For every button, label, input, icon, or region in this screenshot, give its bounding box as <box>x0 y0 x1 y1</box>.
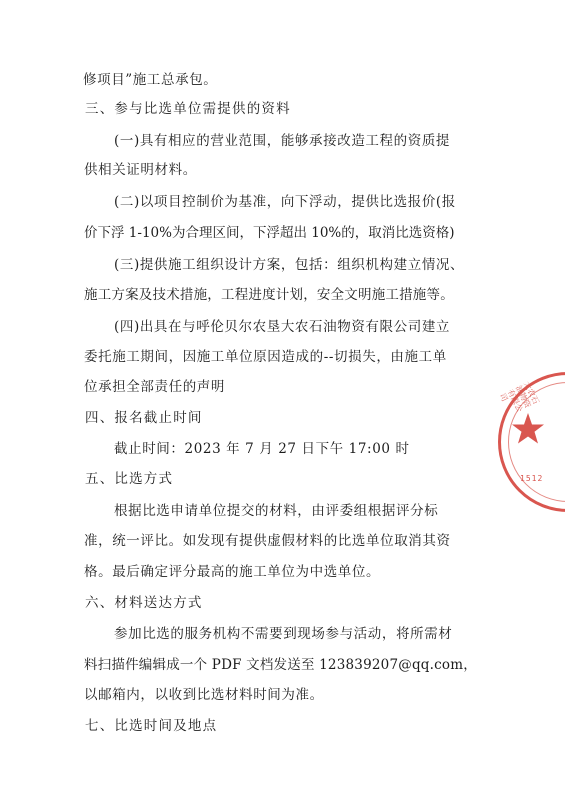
section-heading: 六、材料送达方式 <box>85 595 203 611</box>
section-heading: 四、报名截止时间 <box>85 410 203 426</box>
section-heading: 五、比选方式 <box>85 471 174 487</box>
text-line: 截止时间：2023 年 7 月 27 日下午 17:00 时 <box>114 441 410 457</box>
text-line: 供相关证明材料。 <box>84 162 197 178</box>
text-line: 参加比选的服务机构不需要到现场参与活动，将所需材 <box>114 626 453 642</box>
text-line: 准，统一评比。如发现有提供虚假材料的比选单位取消其资 <box>84 533 451 549</box>
text-line: 价下浮 1-10%为合理区间，下浮超出 10%的，取消比选资格) <box>84 225 455 241</box>
text-line: 施工方案及技术措施，工程进度计划，安全文明施工措施等。 <box>84 287 454 303</box>
section-heading: 七、比选时间及地点 <box>85 718 218 734</box>
text-line: 格。最后确定评分最高的施工单位为中选单位。 <box>84 564 381 580</box>
text-line: 委托施工期间，因施工单位原因造成的--切损失，由施工单 <box>84 349 447 365</box>
text-line: 位承担全部责任的声明 <box>84 379 225 395</box>
text-line: 以邮箱内，以收到比选材料时间为准。 <box>84 687 324 703</box>
text-line: 修项目”施工总承包。 <box>83 72 218 88</box>
seal-text: 大农石油物资有限公司 <box>497 380 541 414</box>
text-line: (一)具有相应的营业范围，能够承接改造工程的资质提 <box>114 133 451 149</box>
text-line: (二)以项目控制价为基准，向下浮动，提供比选报价(报 <box>114 194 456 210</box>
text-line: 根据比选申请单位提交的材料，由评委组根据评分标 <box>114 503 439 519</box>
text-line: 料扫描件编辑成一个 PDF 文档发送至 123839207@qq.com， <box>84 657 477 673</box>
seal-code: 1512 <box>520 474 544 483</box>
text-line: (三)提供施工组织设计方案，包括：组织机构建立情况、 <box>114 257 465 273</box>
text-line: (四)出具在与呼伦贝尔农垦大农石油物资有限公司建立 <box>114 319 451 335</box>
section-heading: 三、参与比选单位需提供的资料 <box>85 101 291 117</box>
